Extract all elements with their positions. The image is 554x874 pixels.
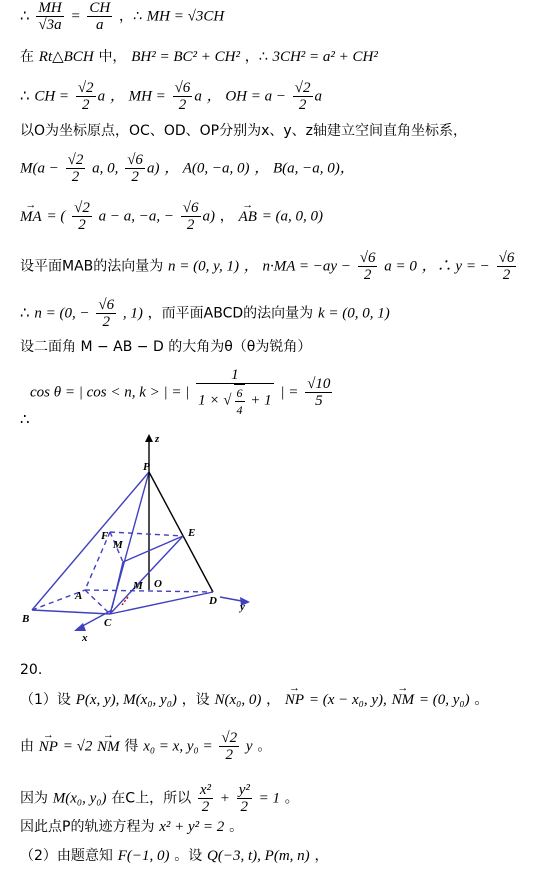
edge-cd <box>110 592 213 614</box>
variable: a <box>194 88 202 105</box>
line-17 <box>20 846 328 865</box>
text: 由 <box>20 738 34 755</box>
line-2 <box>20 47 378 66</box>
label-c: C <box>104 617 112 629</box>
line-11 <box>20 410 30 428</box>
fraction <box>305 376 332 409</box>
triangle-label: Rt△BCH <box>38 49 94 65</box>
denominator: √3a <box>38 17 62 33</box>
denominator: 2 <box>240 799 249 815</box>
numerator: 1 <box>196 367 273 384</box>
label-b: B <box>22 613 30 625</box>
numerator: y² <box>238 782 250 798</box>
text: 。 <box>474 692 489 708</box>
dot-product: ， n·MA = −ay − <box>243 258 351 275</box>
numerator: √6 <box>359 250 376 266</box>
denominator: 2 <box>81 97 90 113</box>
label-e: E <box>188 527 196 539</box>
numerator: √6 <box>498 250 515 266</box>
text: 。 <box>257 738 272 755</box>
point-n: N(x₀, 0) <box>214 692 262 708</box>
edge-ad <box>85 590 213 592</box>
variable: a <box>314 88 323 105</box>
text: ， <box>266 692 281 708</box>
numerator: CH <box>89 0 111 16</box>
text: a, 0, <box>92 160 119 177</box>
text: = (x − x₀, y), <box>308 692 387 708</box>
numerator: √2 <box>74 200 90 216</box>
text: = 1 <box>258 790 281 807</box>
fraction-ch-over-a <box>87 0 112 33</box>
label-o: O <box>154 578 162 590</box>
label-y: y <box>240 601 245 613</box>
numerator: √10 <box>307 376 331 392</box>
text: （2）由题意知 <box>20 848 113 864</box>
fraction <box>497 250 517 283</box>
line-6: → MA = ( $\frac{√2}{2}$ a − a, −a, − $\frac{√6}{2}$ a) ， → AB = (a, 0, 0) <box>20 200 323 233</box>
numerator: √6 <box>174 80 191 96</box>
text: 因为 <box>20 790 48 807</box>
fraction <box>219 730 239 763</box>
line-14 <box>20 730 271 763</box>
denominator: 2 <box>178 97 187 113</box>
edge-fe <box>110 532 183 536</box>
points: Q(−3, t), P(m, n) <box>207 848 310 864</box>
variable: y <box>245 738 253 755</box>
fraction <box>237 782 252 815</box>
point-m: M(a − <box>20 160 59 177</box>
equals-sign: = <box>70 8 81 25</box>
denominator: 2 <box>71 169 80 185</box>
text: a − a, −a, − <box>98 208 174 225</box>
text: = (0, y₀) <box>418 692 470 708</box>
vector-np: → NP <box>39 738 58 756</box>
numerator: √2 <box>77 80 94 96</box>
edge-ac <box>85 590 110 614</box>
text: 因此点P的轨迹方程为 <box>20 819 155 835</box>
fraction <box>198 782 213 815</box>
fraction <box>96 297 116 330</box>
label-m-top: M <box>113 539 123 551</box>
text: ，而平面ABCD的法向量为 <box>147 305 314 322</box>
therefore-symbol: ∴ <box>20 303 30 322</box>
sqrt-sign: √ <box>223 392 232 409</box>
text: 在 <box>20 49 34 65</box>
equation: 3CH² = a² + CH² <box>272 49 378 65</box>
denominator: 2 <box>78 217 86 233</box>
fraction-mh-over-sqrt3a <box>36 0 63 33</box>
label-x: x <box>82 632 88 644</box>
fraction <box>293 80 313 113</box>
line-7 <box>20 250 518 283</box>
variable: a <box>97 88 106 105</box>
numerator: MH <box>38 0 62 16</box>
text: 。 <box>229 819 244 835</box>
pyramid-figure <box>0 432 554 652</box>
line-10 <box>30 367 334 418</box>
denominator: a <box>96 17 104 33</box>
problem-number: 20. <box>20 662 43 678</box>
text: = ( <box>46 208 66 225</box>
numerator: √6 <box>127 152 143 168</box>
separator: ，∴ <box>244 49 268 65</box>
edge-me <box>123 536 183 562</box>
text: + <box>219 790 230 807</box>
text: = (a, 0, 0) <box>261 208 324 225</box>
vector-nm: → NM <box>392 691 415 709</box>
text: 设平面MAB的法向量为 <box>20 258 164 275</box>
text: 。 <box>284 790 299 807</box>
therefore-symbol: ∴ <box>20 410 30 428</box>
fraction <box>125 152 145 185</box>
fraction <box>66 152 86 185</box>
point-a: ， A(0, −a, 0) <box>164 160 250 177</box>
label-d: D <box>209 595 217 607</box>
line-9 <box>20 338 311 356</box>
text: 。设 <box>174 848 203 864</box>
equation: ， OH = a − <box>206 88 287 105</box>
label-p: P <box>143 461 150 473</box>
numerator: √2 <box>221 730 238 746</box>
text: 1 × <box>198 392 220 409</box>
point-f: F(−1, 0) <box>117 848 170 864</box>
denominator: 2 <box>363 267 372 283</box>
numerator: √6 <box>182 200 199 216</box>
denominator: 2 <box>298 97 307 113</box>
x-arrow <box>74 623 86 631</box>
text: x₀ = x, y₀ = <box>143 738 213 755</box>
denominator: 2 <box>502 267 511 283</box>
points: P(x, y), M(x₀, y₀) <box>75 692 177 708</box>
line-16 <box>20 817 243 836</box>
fraction <box>196 367 273 418</box>
line-12 <box>20 660 42 679</box>
text: = √2 <box>62 738 93 755</box>
z-arrow <box>145 434 153 442</box>
text: 得 <box>124 738 139 755</box>
text: , 1) <box>122 305 143 322</box>
text: （1）设 <box>20 692 71 708</box>
label-f: F <box>101 530 109 542</box>
text: a) <box>202 208 216 225</box>
fraction <box>72 200 92 233</box>
normal-vector-k: k = (0, 0, 1) <box>317 305 390 322</box>
denominator: 2 <box>102 314 110 330</box>
vector-ab: → AB <box>239 208 257 226</box>
line-15 <box>20 782 299 815</box>
equation: x² + y² = 2 <box>159 819 225 835</box>
text: ， <box>314 848 329 864</box>
text: ，设 <box>181 692 210 708</box>
therefore-symbol: ∴ <box>20 86 30 105</box>
denominator: 5 <box>315 393 323 409</box>
equation: ， MH = <box>109 88 166 105</box>
line-5 <box>20 152 355 185</box>
edge-pb <box>32 472 149 610</box>
therefore-symbol: ∴ <box>20 6 30 25</box>
text: a = 0 <box>384 258 417 275</box>
numerator: 6 <box>236 386 243 400</box>
point-m: M(x₀, y₀) <box>52 790 107 807</box>
fraction <box>181 200 201 233</box>
line-8 <box>20 297 390 330</box>
fraction <box>358 250 378 283</box>
line-3 <box>20 80 322 113</box>
normal-vector: n = (0, y, 1) <box>168 258 239 275</box>
denominator: 2 <box>201 799 210 815</box>
text: 设二面角 M − AB − D 的大角为θ（θ为锐角） <box>20 339 312 355</box>
edge-pd <box>149 472 213 592</box>
label-m-bottom: M <box>133 580 143 592</box>
text: a) <box>146 160 160 177</box>
numerator: √6 <box>98 297 115 313</box>
denominator: 4 <box>236 403 243 417</box>
vector-ma: → MA <box>20 208 42 226</box>
text: ，∴ y = − <box>421 258 490 275</box>
equation: CH = <box>34 88 70 105</box>
denominator: 2 <box>186 217 195 233</box>
line-13 <box>20 690 488 709</box>
denominator: 2 <box>131 169 139 185</box>
numerator: √2 <box>294 80 311 96</box>
cosine-expression: cos θ = | cos < n, k > | = | <box>30 384 190 401</box>
fraction <box>173 80 193 113</box>
edge-bc <box>32 610 110 614</box>
line-1 <box>20 0 224 33</box>
label-a: A <box>75 590 83 602</box>
text: + 1 <box>250 392 272 409</box>
vector-nm: → NM <box>97 738 120 756</box>
denominator: 2 <box>225 747 233 763</box>
text: 中， <box>98 49 127 65</box>
text: 在C上，所以 <box>111 790 192 807</box>
line-4 <box>20 122 467 140</box>
denominator <box>196 384 273 418</box>
vector-np: → NP <box>285 691 304 709</box>
separator: ，∴ <box>118 8 142 25</box>
inner-fraction <box>234 384 245 418</box>
fraction <box>76 80 96 113</box>
text: 以O为坐标原点，OC、OD、OP分别为x、y、z轴建立空间直角坐标系， <box>20 123 467 139</box>
numerator: √2 <box>67 152 84 168</box>
point-b: ， B(a, −a, 0)， <box>254 160 355 177</box>
equation: BH² = BC² + CH² <box>131 49 240 65</box>
text: | = <box>280 384 299 401</box>
equation: MH = √3CH <box>146 8 225 25</box>
label-z: z <box>155 433 160 445</box>
normal-vector: n = (0, − <box>34 305 90 322</box>
numerator: x² <box>199 782 212 798</box>
